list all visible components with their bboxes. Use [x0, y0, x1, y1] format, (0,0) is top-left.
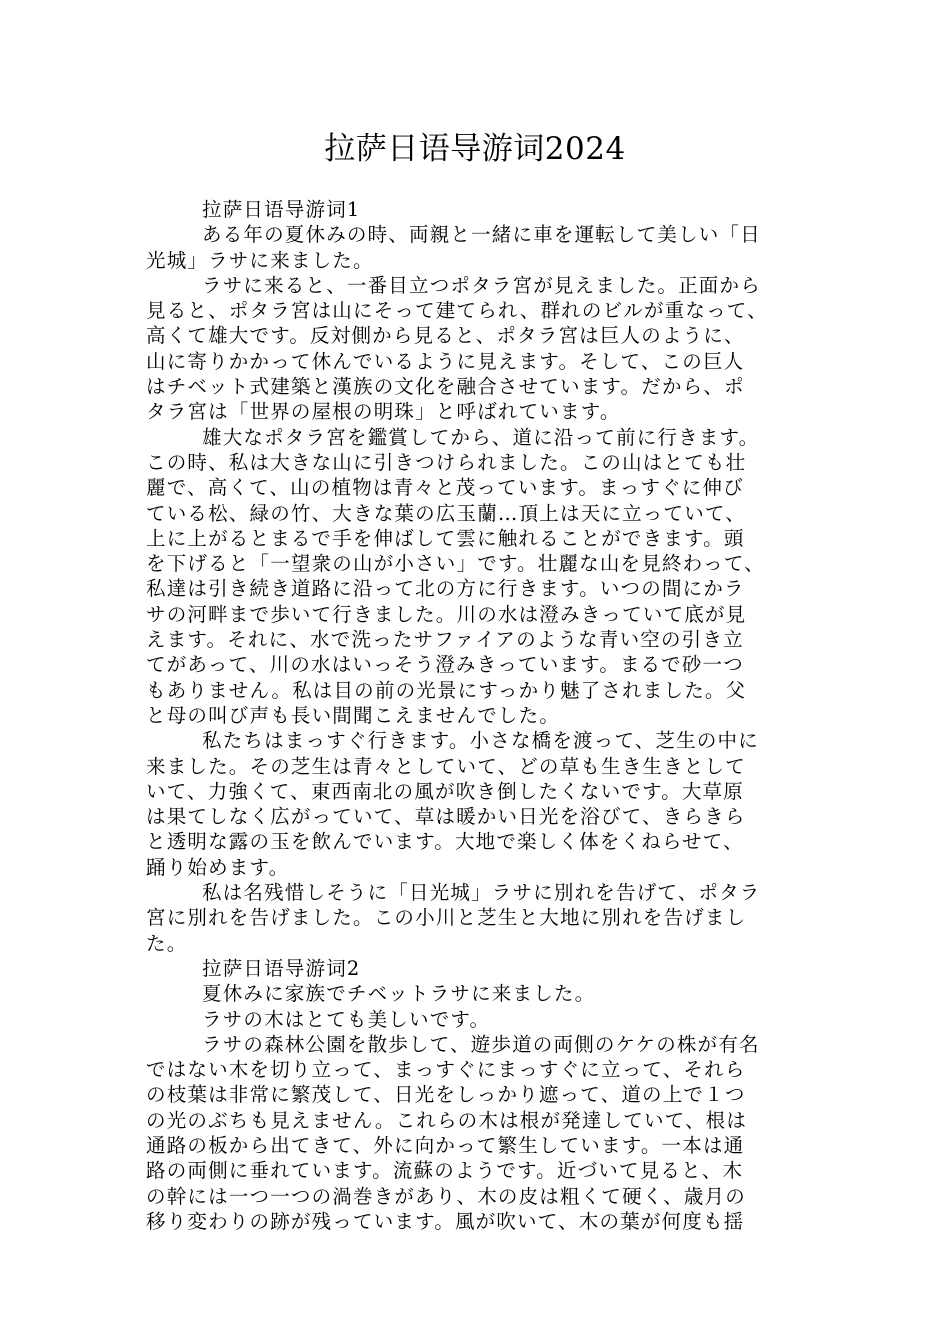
document-title: 拉萨日语导游词2024 [324, 131, 626, 167]
text-line: 私達は引き続き道路に沿って北の方に行きます。いつの間にかラ [146, 577, 745, 601]
text-line: 拉萨日语导游词2 [202, 956, 361, 980]
text-line: 移り変わりの跡が残っています。風が吹いて、木の葉が何度も揺 [146, 1209, 745, 1233]
text-line: 雄大なポタラ宮を鑑賞してから、道に沿って前に行きます。 [202, 425, 760, 449]
text-line: 宮に別れを告げました。この小川と芝生と大地に別れを告げまし [146, 906, 747, 930]
text-line: ラサに来ると、一番目立つポタラ宮が見えました。正面から [202, 273, 761, 297]
text-line: ラサの木はとても美しいです。 [202, 1007, 491, 1031]
text-line: は果てしなく広がっていて、草は暖かい日光を浴びて、きらきら [146, 805, 746, 829]
text-line: の枝葉は非常に繁茂して、日光をしっかり遮って、道の上で１つ [146, 1083, 746, 1107]
text-line: 上に上がるとまるで手を伸ばして雲に触れることができます。頭 [146, 526, 745, 550]
text-line: 光城」ラサに来ました。 [146, 248, 374, 272]
text-line: 私は名残惜しそうに「日光城」ラサに別れを告げて、ポタラ [202, 881, 761, 905]
text-line: いて、力強くて、東西南北の風が吹き倒したくないです。大草原 [146, 779, 744, 803]
text-line: を下げると「一望衆の山が小さい」です。壮麗な山を見終わって、 [146, 552, 765, 576]
text-line: てがあって、川の水はいっそう澄みきっています。まるで砂一つ [146, 653, 744, 677]
text-line: と母の叫び声も長い間聞こえませんでした。 [146, 703, 561, 727]
document-body [146, 197, 810, 1234]
text-line: サの河畔まで歩いて行きました。川の水は澄みきっていて底が見 [146, 602, 747, 626]
text-line: はチベット式建築と漢族の文化を融合させています。だから、ポ [146, 375, 745, 399]
text-line: 私たちはまっすぐ行きます。小さな橋を渡って、芝生の中に [202, 729, 759, 753]
text-line: 夏休みに家族でチベットラサに来ました。 [202, 982, 596, 1006]
text-line: 山に寄りかかって休んでいるように見えます。そして、この巨人 [146, 349, 745, 373]
text-line: 通路の板から出てきて、外に向かって繁生しています。一本は通 [146, 1133, 745, 1157]
text-line: 路の両側に垂れています。流蘇のようです。近づいて見ると、木 [146, 1159, 744, 1183]
text-line: えます。それに、水で洗ったサファイアのような青い空の引き立 [146, 628, 744, 652]
text-line: の幹には一つ一つの渦巻きがあり、木の皮は粗くて硬く、歳月の [146, 1184, 746, 1208]
text-line: 見ると、ポタラ宮は山にそって建てられ、群れのビルが重なって、 [146, 299, 768, 323]
text-line: 高くて雄大です。反対側から見ると、ポタラ宮は巨人のように、 [146, 324, 745, 348]
text-line: この時、私は大きな山に引きつけられました。この山はとても壮 [146, 450, 747, 474]
text-line: もありません。私は目の前の光景にすっかり魅了されました。父 [146, 678, 747, 702]
text-line: 来ました。その芝生は青々としていて、どの草も生き生きとして [146, 754, 746, 778]
text-line: 踊り始めます。 [146, 855, 290, 879]
text-line: ある年の夏休みの時、両親と一緒に車を運転して美しい「日 [202, 223, 761, 247]
text-line: タラ宮は「世界の屋根の明珠」と呼ばれています。 [146, 400, 621, 424]
text-line: と透明な露の玉を飲んでいます。大地で楽しく体をくねらせて、 [146, 830, 744, 854]
text-line: 拉萨日语导游词1 [202, 198, 361, 221]
text-line: 麗で、高くて、山の植物は青々と茂っています。まっすぐに伸び [146, 476, 744, 500]
text-line: ている松、緑の竹、大きな葉の広玉蘭…頂上は天に立っていて、 [146, 501, 746, 525]
text-line: ではない木を切り立って、まっすぐにまっすぐに立って、それら [146, 1058, 746, 1082]
text-line: の光のぶちも見えません。これらの木は根が発達していて、根は [146, 1108, 748, 1132]
text-line: ラサの森林公園を散歩して、遊歩道の両側のケケの株が有名 [202, 1032, 760, 1056]
text-line: た。 [146, 931, 188, 955]
